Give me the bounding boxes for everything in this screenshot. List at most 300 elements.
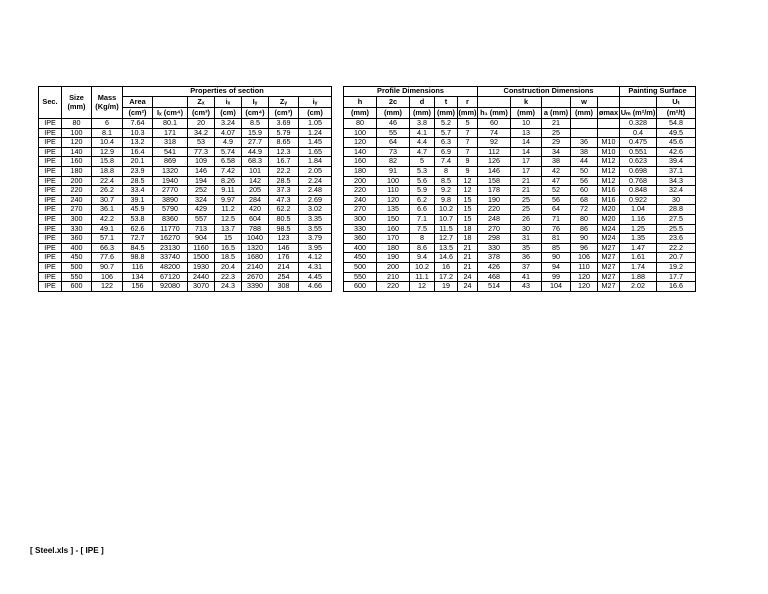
table-cell: 45.6: [657, 138, 696, 148]
column-gap-cell: [332, 282, 344, 292]
table-cell: 1.84: [299, 157, 332, 167]
table-cell: 110: [571, 262, 598, 272]
table-cell: IPE: [39, 138, 62, 148]
table-cell: 550: [344, 272, 377, 282]
table-cell: 318: [153, 138, 188, 148]
table-cell: 3.95: [299, 243, 332, 253]
table-cell: 200: [344, 176, 377, 186]
table-cell: 270: [344, 205, 377, 215]
table-cell: 67120: [153, 272, 188, 282]
table-cell: 240: [344, 195, 377, 205]
ipe-section-table: [38, 86, 696, 292]
table-cell: M10: [598, 147, 620, 157]
construction-col-2-unit: a (mm): [542, 108, 571, 119]
table-cell: 12: [458, 186, 478, 196]
mass-header-unit: (Kg/m): [95, 101, 119, 111]
table-cell: 1320: [153, 166, 188, 176]
table-cell: 8: [410, 234, 435, 244]
table-cell: 3390: [242, 282, 269, 292]
table-cell: 6.2: [410, 195, 435, 205]
table-cell: 10.2: [435, 205, 458, 215]
table-cell: 2670: [242, 272, 269, 282]
table-cell: IPE: [39, 166, 62, 176]
table-cell: 39.1: [123, 195, 153, 205]
table-cell: IPE: [39, 262, 62, 272]
table-cell: 6.3: [435, 138, 458, 148]
table-cell: 22.2: [657, 243, 696, 253]
table-cell: 146: [269, 243, 299, 253]
table-cell: 101: [242, 166, 269, 176]
table-cell: 12.9: [92, 147, 123, 157]
table-cell: 3070: [188, 282, 215, 292]
mass-header: [92, 87, 123, 119]
table-cell: 53.8: [123, 214, 153, 224]
table-cell: 9.97: [215, 195, 242, 205]
construction-col-4-unit: ømax: [598, 107, 619, 117]
table-cell: 2440: [188, 272, 215, 282]
table-cell: 90.7: [92, 262, 123, 272]
table-cell: [598, 128, 620, 138]
table-cell: 42: [542, 166, 571, 176]
table-cell: 7.5: [410, 224, 435, 234]
table-cell: 21: [458, 253, 478, 263]
table-cell: 53: [188, 138, 215, 148]
table-cell: 7.42: [215, 166, 242, 176]
table-cell: 8.5: [435, 176, 458, 186]
table-cell: 180: [344, 166, 377, 176]
table-cell: 16: [435, 262, 458, 272]
table-row: [39, 147, 696, 157]
table-row: [39, 253, 696, 263]
size-header-label: Size: [69, 92, 84, 102]
table-cell: 109: [188, 157, 215, 167]
table-cell: 176: [269, 253, 299, 263]
table-cell: 1.45: [299, 138, 332, 148]
painting-col-1-unit: (m²/t): [657, 108, 696, 119]
table-cell: 104: [542, 282, 571, 292]
table-cell: 308: [269, 282, 299, 292]
profile-col-1-symbol: 2c: [377, 97, 410, 108]
table-cell: 6.9: [435, 147, 458, 157]
table-cell: IPE: [39, 147, 62, 157]
table-cell: 12.3: [269, 147, 299, 157]
table-cell: 429: [188, 205, 215, 215]
table-cell: 360: [62, 234, 92, 244]
table-cell: 16.4: [123, 147, 153, 157]
table-cell: M12: [598, 157, 620, 167]
table-cell: 10.3: [123, 128, 153, 138]
table-cell: 0.922: [620, 195, 657, 205]
profile-col-3-unit: (mm): [435, 108, 458, 119]
table-cell: 3.02: [299, 205, 332, 215]
table-row: [39, 186, 696, 196]
table-cell: 18.8: [92, 166, 123, 176]
profile-col-2-unit: (mm): [410, 108, 435, 119]
table-cell: 904: [188, 234, 215, 244]
profile-col-0-symbol: h: [344, 97, 377, 108]
table-cell: 18: [458, 224, 478, 234]
prop-col-6-symbol: iᵧ: [299, 97, 332, 108]
table-cell: 120: [344, 138, 377, 148]
table-cell: 158: [478, 176, 511, 186]
size-header-unit: (mm): [67, 101, 86, 111]
table-cell: 15: [458, 205, 478, 215]
table-cell: 116: [123, 262, 153, 272]
column-gap-cell: [332, 262, 344, 272]
construction-col-2-symbol: [542, 97, 571, 108]
table-cell: 240: [62, 195, 92, 205]
table-cell: M24: [598, 234, 620, 244]
column-gap-cell: [332, 224, 344, 234]
table-cell: 400: [62, 243, 92, 253]
table-cell: 57.1: [92, 234, 123, 244]
prop-col-4-unit: (cm⁴): [242, 108, 269, 119]
table-cell: 6.58: [215, 157, 242, 167]
table-cell: 17.2: [435, 272, 458, 282]
table-cell: 25: [542, 128, 571, 138]
table-cell: 8360: [153, 214, 188, 224]
table-cell: 84.5: [123, 243, 153, 253]
table-cell: 5.7: [435, 128, 458, 138]
table-cell: IPE: [39, 157, 62, 167]
table-cell: 94: [542, 262, 571, 272]
painting-col-1-symbol: Uₜ: [657, 97, 696, 108]
table-cell: 9.8: [435, 195, 458, 205]
column-gap-cell: [332, 138, 344, 148]
table-cell: M27: [598, 262, 620, 272]
table-cell: 21: [542, 119, 571, 129]
table-cell: 23.6: [657, 234, 696, 244]
table-cell: 12: [458, 176, 478, 186]
table-cell: M16: [598, 195, 620, 205]
table-cell: 12: [410, 282, 435, 292]
table-cell: IPE: [39, 176, 62, 186]
table-cell: 17: [511, 157, 542, 167]
table-cell: 77.3: [188, 147, 215, 157]
table-row: [39, 176, 696, 186]
table-cell: 11.2: [215, 205, 242, 215]
table-cell: 10.4: [92, 138, 123, 148]
table-cell: 72: [571, 205, 598, 215]
size-header: [62, 87, 92, 119]
table-cell: 82: [377, 157, 410, 167]
table-cell: 10.7: [435, 214, 458, 224]
table-cell: 788: [242, 224, 269, 234]
table-cell: 96: [571, 243, 598, 253]
table-cell: 0.848: [620, 186, 657, 196]
table-cell: 298: [478, 234, 511, 244]
table-cell: 5.3: [410, 166, 435, 176]
table-cell: 1.05: [299, 119, 332, 129]
table-cell: 2140: [242, 262, 269, 272]
table-cell: 48200: [153, 262, 188, 272]
table-cell: 13.5: [435, 243, 458, 253]
table-cell: 1.35: [620, 234, 657, 244]
table-cell: 178: [478, 186, 511, 196]
table-cell: 66.3: [92, 243, 123, 253]
table-cell: 20.4: [215, 262, 242, 272]
table-cell: 270: [478, 224, 511, 234]
table-cell: 134: [123, 272, 153, 282]
column-gap-cell: [332, 186, 344, 196]
table-cell: M20: [598, 214, 620, 224]
table-cell: 28.5: [123, 176, 153, 186]
profile-col-0-unit: (mm): [344, 108, 377, 119]
table-cell: 120: [571, 272, 598, 282]
table-cell: 73: [377, 147, 410, 157]
table-cell: 56: [571, 176, 598, 186]
table-cell: 62.2: [269, 205, 299, 215]
column-gap-cell: [332, 253, 344, 263]
table-cell: 21: [458, 262, 478, 272]
table-cell: 21: [511, 176, 542, 186]
table-cell: 77.6: [92, 253, 123, 263]
table-cell: 284: [242, 195, 269, 205]
table-cell: IPE: [39, 186, 62, 196]
table-cell: 34: [542, 147, 571, 157]
table-cell: 31: [511, 234, 542, 244]
table-cell: 3.8: [410, 119, 435, 129]
table-cell: 170: [377, 234, 410, 244]
table-cell: 49.5: [657, 128, 696, 138]
table-cell: 27.5: [657, 214, 696, 224]
table-cell: 122: [92, 282, 123, 292]
table-cell: 1.61: [620, 253, 657, 263]
table-cell: 248: [478, 214, 511, 224]
table-cell: 4.9: [215, 138, 242, 148]
table-cell: 55: [377, 128, 410, 138]
table-cell: 600: [62, 282, 92, 292]
table-cell: 140: [62, 147, 92, 157]
table-cell: 8.1: [92, 128, 123, 138]
prop-col-5-unit: (cm³): [269, 108, 299, 119]
table-cell: 450: [344, 253, 377, 263]
table-cell: 14: [511, 147, 542, 157]
table-cell: 214: [269, 262, 299, 272]
table-cell: 24.3: [215, 282, 242, 292]
table-cell: 90: [571, 234, 598, 244]
table-cell: IPE: [39, 195, 62, 205]
table-cell: 1500: [188, 253, 215, 263]
table-cell: 1160: [188, 243, 215, 253]
sec-header: Sec.: [39, 87, 62, 119]
construction-group-header: Construction Dimensions: [478, 87, 620, 97]
table-cell: IPE: [39, 253, 62, 263]
table-cell: 28.5: [269, 176, 299, 186]
table-cell: 42.6: [657, 147, 696, 157]
table-cell: 7.64: [123, 119, 153, 129]
column-gap-cell: [332, 157, 344, 167]
table-cell: 1.24: [299, 128, 332, 138]
table-row: [39, 157, 696, 167]
table-cell: 4.45: [299, 272, 332, 282]
prop-col-1-symbol: [153, 97, 188, 108]
table-cell: 22.3: [215, 272, 242, 282]
table-cell: M24: [598, 224, 620, 234]
table-cell: 80: [62, 119, 92, 129]
column-gap: [332, 87, 344, 119]
table-cell: 106: [92, 272, 123, 282]
table-cell: 12.7: [435, 234, 458, 244]
table-cell: 420: [242, 205, 269, 215]
column-gap-cell: [332, 214, 344, 224]
table-cell: 254: [269, 272, 299, 282]
table-cell: 98.8: [123, 253, 153, 263]
table-cell: 0.328: [620, 119, 657, 129]
profile-col-1-unit: (mm): [377, 108, 410, 119]
table-cell: 60: [478, 119, 511, 129]
table-cell: 194: [188, 176, 215, 186]
table-cell: 3.35: [299, 214, 332, 224]
table-cell: 13: [511, 128, 542, 138]
table-cell: [598, 119, 620, 129]
table-cell: IPE: [39, 205, 62, 215]
table-cell: 25: [511, 195, 542, 205]
column-gap-cell: [332, 147, 344, 157]
table-cell: 32.4: [657, 186, 696, 196]
table-cell: 146: [478, 166, 511, 176]
table-cell: 16.6: [657, 282, 696, 292]
table-cell: 300: [62, 214, 92, 224]
painting-col-0-symbol: [620, 97, 657, 108]
column-gap-cell: [332, 128, 344, 138]
table-cell: 28.8: [657, 205, 696, 215]
table-cell: 42.2: [92, 214, 123, 224]
table-cell: M27: [598, 272, 620, 282]
column-gap-cell: [332, 243, 344, 253]
prop-col-5-symbol: Zᵧ: [269, 97, 299, 108]
table-cell: 557: [188, 214, 215, 224]
table-cell: 110: [377, 186, 410, 196]
table-cell: 100: [377, 176, 410, 186]
table-cell: 9.2: [435, 186, 458, 196]
table-cell: 100: [344, 128, 377, 138]
table-cell: 20.7: [657, 253, 696, 263]
table-cell: M16: [598, 186, 620, 196]
table-cell: 22.4: [92, 176, 123, 186]
table-cell: 18.5: [215, 253, 242, 263]
table-cell: 120: [571, 282, 598, 292]
table-cell: 44.9: [242, 147, 269, 157]
prop-col-0-unit: (cm²): [123, 108, 153, 119]
table-cell: 2.24: [299, 176, 332, 186]
table-cell: 71: [542, 214, 571, 224]
construction-col-0-unit: h₁ (mm): [478, 108, 511, 119]
table-cell: 30: [657, 195, 696, 205]
table-cell: 29: [542, 138, 571, 148]
table-cell: 41: [511, 272, 542, 282]
table-row: [39, 128, 696, 138]
table-cell: 9.11: [215, 186, 242, 196]
table-cell: 5: [458, 119, 478, 129]
table-cell: 190: [478, 195, 511, 205]
profile-group-header: Profile Dimensions: [344, 87, 478, 97]
table-cell: 500: [62, 262, 92, 272]
table-cell: 45.9: [123, 205, 153, 215]
table-cell: 1040: [242, 234, 269, 244]
column-gap-cell: [332, 205, 344, 215]
table-cell: IPE: [39, 224, 62, 234]
table-cell: 91: [377, 166, 410, 176]
table-cell: 156: [123, 282, 153, 292]
table-cell: 1320: [242, 243, 269, 253]
table-cell: 60: [571, 186, 598, 196]
table-cell: 30.7: [92, 195, 123, 205]
table-cell: 200: [62, 176, 92, 186]
table-cell: 270: [62, 205, 92, 215]
table-cell: 50: [571, 166, 598, 176]
table-cell: 2.05: [299, 166, 332, 176]
table-cell: 450: [62, 253, 92, 263]
table-row: [39, 272, 696, 282]
table-cell: 17.7: [657, 272, 696, 282]
table-cell: 68: [571, 195, 598, 205]
construction-col-4-symbol: [598, 97, 620, 108]
table-cell: 44: [571, 157, 598, 167]
table-cell: 220: [377, 282, 410, 292]
table-cell: 68.3: [242, 157, 269, 167]
mass-header-label: Mass: [97, 92, 117, 102]
table-cell: 7.4: [435, 157, 458, 167]
table-cell: 6.6: [410, 205, 435, 215]
table-cell: 3890: [153, 195, 188, 205]
table-cell: 15.9: [242, 128, 269, 138]
table-cell: 210: [377, 272, 410, 282]
table-cell: 140: [344, 147, 377, 157]
column-gap-cell: [332, 176, 344, 186]
table-cell: 3.79: [299, 234, 332, 244]
table-cell: 14: [511, 138, 542, 148]
table-row: [39, 243, 696, 253]
table-cell: 550: [62, 272, 92, 282]
table-cell: 426: [478, 262, 511, 272]
table-cell: 0.551: [620, 147, 657, 157]
table-cell: 92: [478, 138, 511, 148]
table-cell: 5.74: [215, 147, 242, 157]
table-row: [39, 205, 696, 215]
table-cell: 220: [478, 205, 511, 215]
prop-col-4-symbol: Iᵧ: [242, 97, 269, 108]
table-cell: 18: [458, 234, 478, 244]
table-cell: 300: [344, 214, 377, 224]
table-cell: 10.2: [410, 262, 435, 272]
table-cell: 1.65: [299, 147, 332, 157]
table-cell: 112: [478, 147, 511, 157]
profile-col-4-unit: (mm): [458, 107, 477, 117]
table-cell: 713: [188, 224, 215, 234]
construction-col-1-symbol: k: [511, 97, 542, 108]
table-cell: 378: [478, 253, 511, 263]
construction-col-3-symbol: w: [571, 97, 598, 108]
table-cell: 126: [478, 157, 511, 167]
table-cell: 0.4: [620, 128, 657, 138]
table-cell: M27: [598, 253, 620, 263]
table-cell: 12.5: [215, 214, 242, 224]
table-cell: 1.25: [620, 224, 657, 234]
table-cell: 9: [458, 166, 478, 176]
table-cell: 171: [153, 128, 188, 138]
prop-col-3-unit: (cm): [215, 108, 242, 119]
table-cell: 11.1: [410, 272, 435, 282]
table-cell: 123: [269, 234, 299, 244]
table-cell: 25: [511, 205, 542, 215]
table-cell: 54.8: [657, 119, 696, 129]
table-cell: M12: [598, 176, 620, 186]
table-cell: 5.79: [269, 128, 299, 138]
table-cell: 1940: [153, 176, 188, 186]
table-cell: 36: [571, 138, 598, 148]
table-row: [39, 262, 696, 272]
